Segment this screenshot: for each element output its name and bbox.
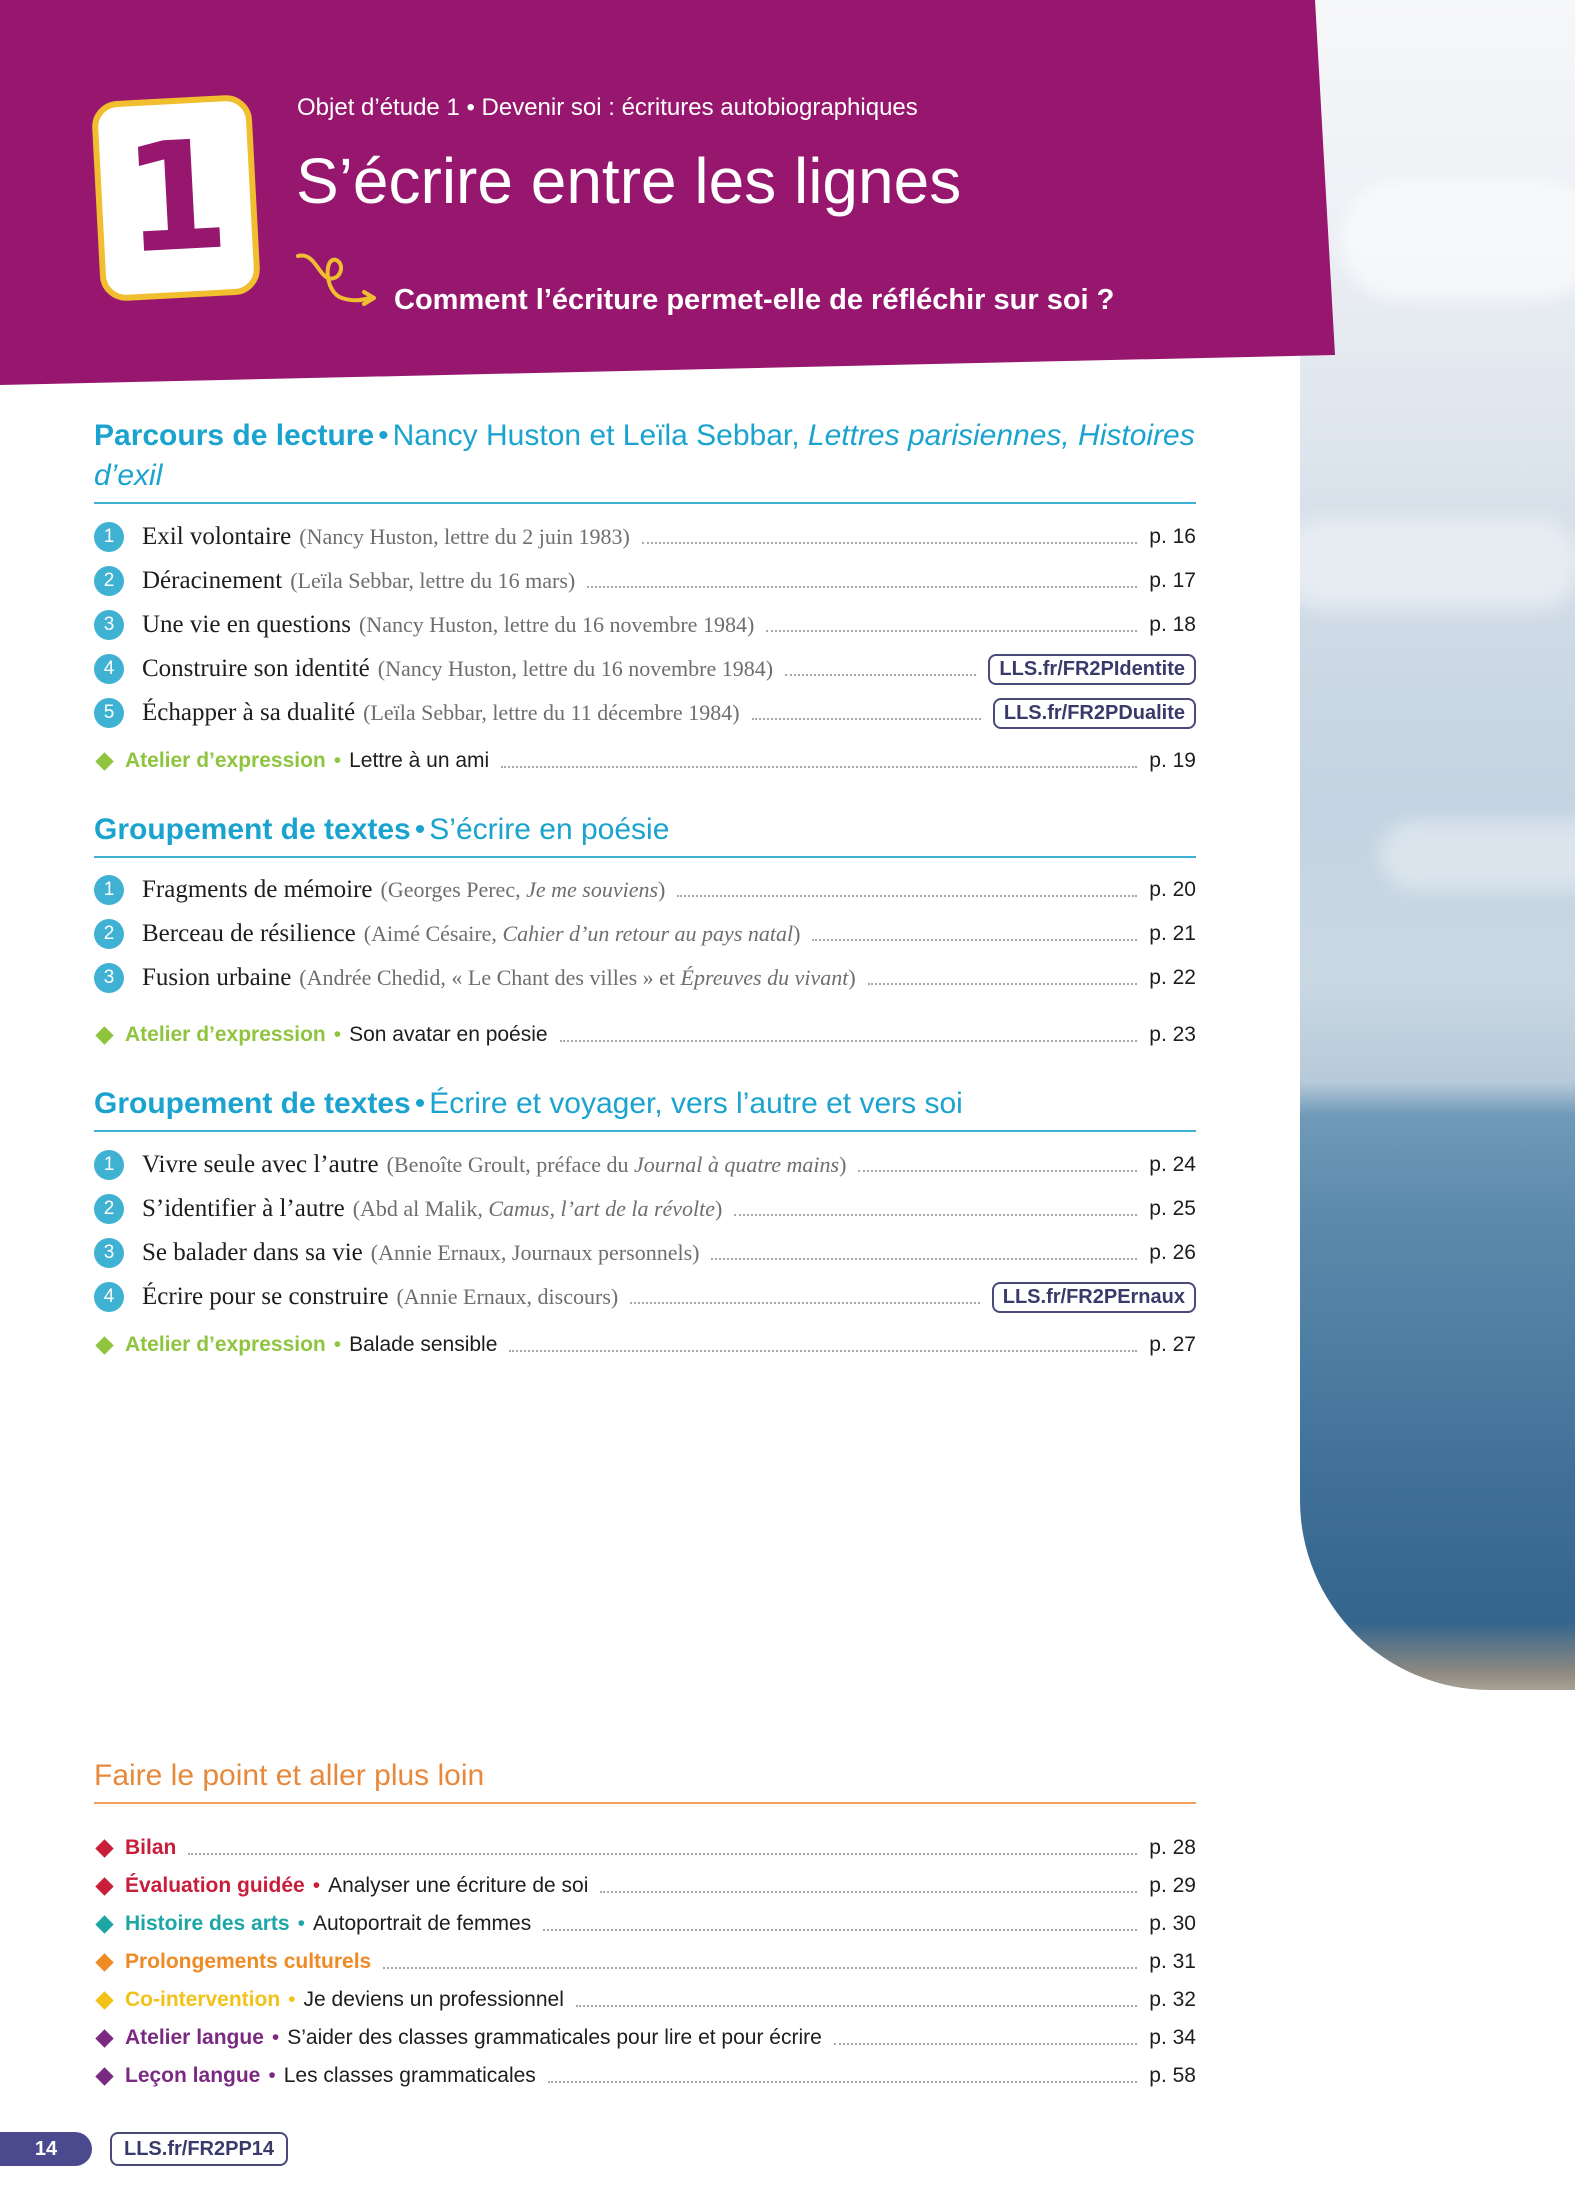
item-number-badge: 1 [94, 1150, 124, 1180]
toc-entry[interactable] [94, 916, 1196, 952]
item-credit: (Nancy Huston, lettre du 16 novembre 1984) [358, 612, 755, 637]
separator-dot: • [297, 1912, 305, 1935]
item-title: Construire son identité [142, 655, 370, 682]
item-credit: (Benoîte Groult, préface du Journal à quatre mains) [386, 1152, 847, 1177]
dotted-leader [501, 766, 1137, 768]
final-entry-label: Histoire des arts [125, 1912, 290, 1935]
final-entry-label: Prolongements culturels [125, 1950, 372, 1973]
chapter-question: Comment l’écriture permet-elle de réfléchir sur soi ? [394, 284, 1115, 316]
item-credit: (Leïla Sebbar, lettre du 16 mars) [290, 568, 576, 593]
atelier-entry[interactable] [94, 1017, 1196, 1053]
page-ref: p. 17 [1149, 569, 1196, 592]
dotted-leader [600, 1891, 1137, 1893]
page-ref: p. 31 [1149, 1950, 1196, 1973]
item-title: Écrire pour se construire [142, 1283, 389, 1310]
sea-sky-photo [1300, 0, 1575, 1690]
section-kind: Parcours de lecture [94, 419, 375, 452]
page-ref: p. 30 [1149, 1912, 1196, 1935]
chapter-kicker: Objet d’étude 1 • Devenir soi : écritures autobiographiques [297, 94, 918, 121]
dotted-leader [560, 1040, 1138, 1042]
dotted-leader [752, 718, 981, 720]
diamond-bullet-icon [95, 1953, 113, 1971]
toc-entry[interactable] [94, 519, 1196, 555]
cloud [1380, 820, 1575, 890]
diamond-bullet-icon [95, 752, 113, 770]
dotted-leader [543, 1929, 1137, 1931]
item-number-badge: 1 [94, 522, 124, 552]
section-heading-parcours: Parcours de lecture • Nancy Huston et Leïla Sebbar, Lettres parisiennes, Histoires d’exil [94, 416, 1196, 504]
dotted-leader [711, 1258, 1137, 1260]
final-entry-label: Évaluation guidée [125, 1874, 305, 1897]
atelier-label: Atelier d’expression [125, 1333, 326, 1356]
atelier-label: Atelier d’expression [125, 749, 326, 772]
diamond-bullet-icon [95, 1991, 113, 2009]
atelier-entry[interactable] [94, 743, 1196, 779]
final-entry-text: Je deviens un professionnel [303, 1988, 564, 2011]
item-credit: (Annie Ernaux, Journaux personnels) [370, 1240, 700, 1265]
separator-dot: • [271, 2026, 280, 2049]
page-ref: p. 26 [1149, 1241, 1196, 1264]
diamond-bullet-icon [95, 1877, 113, 1895]
footer-resource-link[interactable]: LLS.fr/FR2PP14 [110, 2132, 288, 2166]
separator-dot: • [333, 1333, 342, 1356]
page-ref: p. 32 [1149, 1988, 1196, 2011]
final-entry-text: S’aider des classes grammaticales pour lire et pour écrire [287, 2026, 822, 2049]
toc-entry[interactable] [94, 607, 1196, 643]
section-heading-poesie: Groupement de textes • S’écrire en poésie [94, 810, 1196, 858]
cloud [1300, 520, 1575, 610]
final-entry-label: Atelier langue [125, 2026, 264, 2049]
item-credit: (Leïla Sebbar, lettre du 11 décembre 1984) [363, 700, 740, 725]
dotted-leader [834, 2043, 1137, 2045]
diamond-bullet-icon [95, 1915, 113, 1933]
chapter-number-badge [91, 94, 261, 302]
item-title: Vivre seule avec l’autre [142, 1151, 379, 1178]
section-subtitle-italic: Lettres parisiennes, Histoires d’exil [94, 419, 1195, 492]
final-entry-label: Co-intervention [125, 1988, 281, 2011]
item-title: Fragments de mémoire [142, 876, 373, 903]
item-credit: (Nancy Huston, lettre du 16 novembre 1984) [377, 656, 774, 681]
separator-dot: • [268, 2064, 276, 2087]
dotted-leader [509, 1350, 1137, 1352]
item-title: Fusion urbaine [142, 964, 292, 991]
item-number-badge: 1 [94, 875, 124, 905]
dotted-leader [812, 939, 1137, 941]
section-kind: Groupement de textes [94, 813, 411, 846]
toc-entry[interactable] [94, 1191, 1196, 1227]
dotted-leader [868, 983, 1138, 985]
atelier-text: Balade sensible [349, 1333, 498, 1356]
item-number-badge: 3 [94, 1238, 124, 1268]
page-ref: p. 28 [1149, 1836, 1196, 1859]
chapter-number: 1 [119, 108, 233, 288]
final-section-heading: Faire le point et aller plus loin [94, 1756, 1196, 1804]
toc-entry[interactable] [94, 651, 1196, 687]
final-entry-text: Analyser une écriture de soi [328, 1874, 589, 1897]
separator-dot: • [333, 749, 342, 772]
item-number-badge: 2 [94, 919, 124, 949]
item-title: Une vie en questions [142, 611, 351, 638]
section-subtitle: Nancy Huston et Leïla Sebbar, [392, 419, 808, 452]
toc-entry[interactable] [94, 1235, 1196, 1271]
dotted-leader [766, 630, 1137, 632]
item-credit: (Aimé Césaire, Cahier d’un retour au pays natal) [363, 921, 801, 946]
online-resource-link[interactable]: LLS.fr/FR2PIdentite [988, 654, 1196, 685]
dotted-leader [188, 1853, 1137, 1855]
item-title: S’identifier à l’autre [142, 1195, 345, 1222]
dotted-leader [576, 2005, 1137, 2007]
dotted-leader [587, 586, 1137, 588]
item-title: Échapper à sa dualité [142, 699, 356, 726]
final-entry[interactable] [94, 2020, 1196, 2056]
cloud [1340, 180, 1575, 300]
item-title: Exil volontaire [142, 523, 292, 550]
item-credit: (Andrée Chedid, « Le Chant des villes » et Épreuves du vivant) [299, 965, 856, 990]
final-entry[interactable] [94, 2058, 1196, 2094]
item-credit: (Georges Perec, Je me souviens) [380, 877, 666, 902]
item-title: Berceau de résilience [142, 920, 356, 947]
diamond-bullet-icon [95, 2067, 113, 2085]
separator-dot: • [288, 1988, 296, 2011]
item-credit: (Nancy Huston, lettre du 2 juin 1983) [299, 524, 630, 549]
online-resource-link[interactable]: LLS.fr/FR2PErnaux [992, 1282, 1196, 1313]
page-ref: p. 20 [1149, 878, 1196, 901]
diamond-bullet-icon [95, 1026, 113, 1044]
item-number-badge: 3 [94, 963, 124, 993]
final-entry-label: Bilan [125, 1836, 177, 1859]
page-ref: p. 18 [1149, 613, 1196, 636]
page-ref: p. 24 [1149, 1153, 1196, 1176]
section-subtitle: S’écrire en poésie [429, 813, 670, 846]
page-title: S’écrire entre les lignes [296, 145, 962, 217]
page-ref: p. 58 [1149, 2064, 1196, 2087]
item-number-badge: 2 [94, 1194, 124, 1224]
dotted-leader [734, 1214, 1137, 1216]
section-subtitle: Écrire et voyager, vers l’autre et vers soi [429, 1087, 963, 1120]
final-entry[interactable] [94, 1830, 1196, 1866]
atelier-label: Atelier d’expression [125, 1023, 326, 1046]
item-credit: (Abd al Malik, Camus, l’art de la révolte) [352, 1196, 723, 1221]
toc-entry[interactable] [94, 563, 1196, 599]
page-number: 14 [0, 2132, 92, 2166]
item-number-badge: 4 [94, 654, 124, 684]
item-number-badge: 4 [94, 1282, 124, 1312]
dotted-leader [642, 542, 1137, 544]
dotted-leader [785, 674, 976, 676]
diamond-bullet-icon [95, 1839, 113, 1857]
dotted-leader [383, 1967, 1137, 1969]
separator-dot: • [333, 1023, 342, 1046]
toc-entry[interactable] [94, 960, 1196, 996]
final-entry-text: Autoportrait de femmes [312, 1912, 532, 1935]
diamond-bullet-icon [95, 1336, 113, 1354]
atelier-text: Son avatar en poésie [349, 1023, 548, 1046]
toc-entry[interactable] [94, 695, 1196, 731]
dotted-leader [630, 1302, 980, 1304]
atelier-text: Lettre à un ami [349, 749, 490, 772]
page-ref: p. 23 [1149, 1023, 1196, 1046]
item-number-badge: 3 [94, 610, 124, 640]
page-ref: p. 19 [1149, 749, 1196, 772]
item-title: Se balader dans sa vie [142, 1239, 363, 1266]
atelier-entry[interactable] [94, 1327, 1196, 1363]
item-title: Déracinement [142, 567, 283, 594]
page-ref: p. 25 [1149, 1197, 1196, 1220]
dotted-leader [677, 895, 1137, 897]
toc-entry[interactable] [94, 1279, 1196, 1315]
page-ref: p. 34 [1149, 2026, 1196, 2049]
diamond-bullet-icon [95, 2029, 113, 2047]
page-ref: p. 21 [1149, 922, 1196, 945]
section-kind: Groupement de textes [94, 1087, 411, 1120]
toc-entry[interactable] [94, 1147, 1196, 1183]
toc-entry[interactable] [94, 872, 1196, 908]
page-ref: p. 27 [1149, 1333, 1196, 1356]
final-entry-label: Leçon langue [125, 2064, 261, 2087]
page-ref: p. 16 [1149, 525, 1196, 548]
dotted-leader [858, 1170, 1137, 1172]
final-entry[interactable] [94, 1906, 1196, 1942]
final-entry[interactable] [94, 1982, 1196, 2018]
final-entry-text: Les classes grammaticales [283, 2064, 536, 2087]
page-ref: p. 22 [1149, 966, 1196, 989]
page-ref: p. 29 [1149, 1874, 1196, 1897]
section-heading-voyager: Groupement de textes • Écrire et voyager, vers l’autre et vers soi [94, 1084, 1196, 1132]
final-entry[interactable] [94, 1944, 1196, 1980]
swirl-arrow-icon [296, 248, 378, 308]
dotted-leader [548, 2081, 1137, 2083]
separator-dot: • [312, 1874, 321, 1897]
item-number-badge: 2 [94, 566, 124, 596]
online-resource-link[interactable]: LLS.fr/FR2PDualite [993, 698, 1196, 729]
final-entry[interactable] [94, 1868, 1196, 1904]
item-number-badge: 5 [94, 698, 124, 728]
item-credit: (Annie Ernaux, discours) [396, 1284, 619, 1309]
